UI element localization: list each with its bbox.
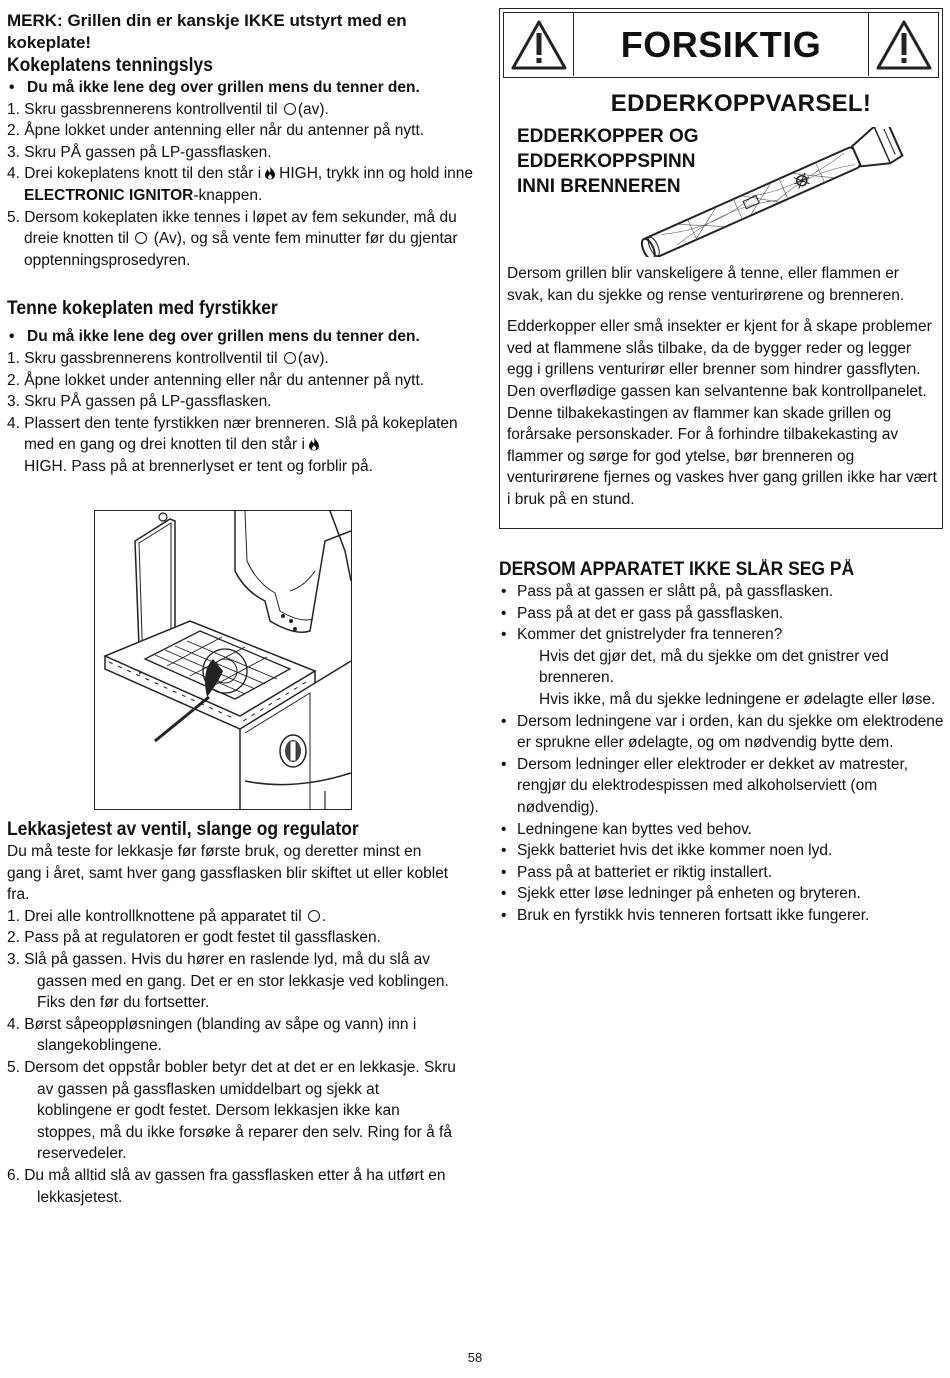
sub-item — [499, 646, 945, 689]
step-text: HIGH. Pass på at brennerlyset er tent og forblir på. — [24, 457, 373, 475]
troubleshooting-section — [499, 558, 945, 927]
caution-title: FORSIKTIG — [620, 23, 822, 65]
warning-triangle-icon — [868, 13, 938, 76]
grill-side-burner-illustration — [94, 510, 352, 810]
list-item: • Kommer det gnistrelyder fra tenneren? — [499, 624, 945, 646]
spacer — [7, 271, 477, 297]
list-item: • Sjekk batteriet hvis det ikke kommer noen lyd. — [499, 840, 945, 862]
step: 2. Åpne lokket under antenning eller når du antenner på nytt. — [7, 122, 425, 140]
section-title-troubleshooting: DERSOM APPARATET IKKE SLÅR SEG PÅ — [499, 559, 855, 580]
leak-step: 5. Dersom det oppstår bobler betyr det at det er en lekkasje. Skru av gassen på gassflasken umiddelbart og sjekk at koblingene er godt festet. Dersom lekkasjen ikke kan stoppes, må du ikke forsøke å reparer den selv. Ring for å få reservedeler. — [7, 1058, 456, 1163]
note-heading: MERK: Grillen din er kanskje IKKE utstyrt med en kokeplate! — [7, 11, 407, 52]
step: 2. Åpne lokket under antenning eller når du antenner på nytt. — [7, 371, 425, 389]
warning-triangle-icon — [504, 13, 574, 76]
step — [7, 99, 477, 121]
step-text: 1. Skru gassbrennerens kontrollventil til — [7, 349, 278, 367]
step-text: 1. Skru gassbrennerens kontrollventil til — [7, 100, 278, 118]
circle-off-icon — [308, 910, 320, 922]
step-text: 1. Drei alle kontrollknottene på apparatet til — [7, 907, 302, 925]
list-item: • Pass på at det er gass på gassflasken. — [499, 603, 945, 625]
spider-line: EDDERKOPPER OG — [517, 126, 699, 147]
list-item: • Bruk en fyrstikk hvis tenneren fortsatt ikke fungerer. — [499, 905, 945, 927]
caution-paragraph: Dersom grillen blir vanskeligere å tenne, eller flammen er svak, kan du sjekke og rense venturirørene og brenneren. — [507, 265, 905, 304]
step-text: 4. Drei kokeplatens knott til den står i — [7, 165, 262, 183]
list-item: • Ledningene kan byttes ved behov. — [499, 819, 945, 841]
step — [7, 348, 477, 370]
list-item: • Pass på at gassen er slått på, på gassflasken. — [499, 581, 945, 603]
step — [7, 207, 477, 272]
step-text: 5. Dersom kokeplaten ikke tennes i løpet av fem sekunder, må du dreie knotten til — [7, 208, 457, 248]
circle-off-icon — [284, 352, 296, 364]
step — [7, 163, 477, 206]
step-text: HIGH, trykk inn og hold inne — [279, 165, 473, 183]
caution-box — [499, 8, 943, 529]
leak-step: 4. Børst såpeoppløsningen (blanding av såpe og vann) inn i slangekoblingene. — [7, 1015, 417, 1055]
leak-step: 2. Pass på at regulatoren er godt festet til gassflasken. — [7, 929, 381, 947]
leak-step: 1. Drei alle kontrollknottene på apparatet til . — [7, 907, 327, 925]
ignitor-label: ELECTRONIC IGNITOR — [24, 186, 194, 204]
leak-step: 3. Slå på gassen. Hvis du hører en raslende lyd, må du slå av gassen med en gang. Det er en stor lekkasje ved koblingen. Fiks den før du fortsetter. — [7, 950, 449, 1012]
caution-body — [507, 263, 939, 521]
section-title-leak-test: Lekkasjetest av ventil, slange og regulator — [7, 819, 359, 840]
left-column — [7, 10, 477, 478]
caution-header — [503, 12, 939, 78]
step-text: (av). — [297, 349, 329, 367]
leak-step: 6. Du må alltid slå av gassen fra gassflasken etter å ha utført en lekkasjetest. — [7, 1166, 446, 1206]
circle-off-icon — [284, 103, 296, 115]
subtitle-text: EDDERKOPPVARSEL! — [610, 90, 872, 117]
venturi-tube-illustration — [624, 127, 924, 257]
step-text: -knappen. — [193, 186, 263, 204]
list-item: • Pass på at batteriet er riktig installert. — [499, 862, 945, 884]
flame-high-icon — [308, 436, 320, 451]
list-item: • Dersom ledninger eller elektroder er dekket av matrester, rengjør du elektrodespissen med alkoholserviett (om nødvendig). — [499, 754, 945, 819]
spider-line: INNI BRENNEREN — [517, 176, 681, 197]
step: 3. Skru PÅ gassen på LP-gassflasken. — [7, 393, 272, 411]
leak-test-section — [7, 818, 457, 1208]
leak-intro: Du må teste for lekkasje før første bruk, og deretter minst en gang i året, samt hver gang gassflasken blir skiftet ut eller koblet fra. — [7, 843, 449, 904]
step: 3. Skru PÅ gassen på LP-gassflasken. — [7, 143, 272, 161]
step-text: (Av), og så vente fem minutter før du gjentar opptenningsprosedyren. — [24, 230, 458, 269]
step — [7, 413, 477, 478]
circle-off-icon — [135, 232, 147, 244]
sub-item-text: Hvis det gjør det, må du sjekke om det gnistrer ved brenneren. — [539, 647, 889, 687]
flame-high-icon — [264, 165, 276, 180]
caution-paragraph: Edderkopper eller små insekter er kjent for å skape problemer ved at flammene slås tilbake, da de bygger reder og legger egg i grillens venturirør eller brenner som hindrer gassflyten. Den overflødige gassen kan selvantenne bak kontrollpanelet. Denne tilbakekastingen av flammer kan skade grillen og forårsake personskader. For å forhindre tilbakekasting av flammer og sørge for god ytelse, bør brenneren og venturirørene fjernes og vaskes hver gang grillen ikke har vært i bruk på en stund. — [507, 318, 937, 508]
warning-bullet: • Du må ikke lene deg over grillen mens du tenner den. — [7, 326, 477, 348]
step-text: 4. Plassert den tente fyrstikken nær brenneren. Slå på kokeplaten med en gang og drei knotten til den står i — [7, 414, 458, 454]
warning-bullet: • Du må ikke lene deg over grillen mens du tenner den. — [7, 77, 477, 99]
page-number: 58 — [467, 1350, 483, 1365]
sub-item: Hvis ikke, må du sjekke ledningene er ødelagte eller løse. — [539, 690, 936, 708]
step-text: (av). — [297, 100, 329, 118]
spider-line: EDDERKOPPSPINN — [517, 151, 696, 172]
section-title-matches: Tenne kokeplaten med fyrstikker — [7, 298, 278, 320]
list-item: • Sjekk etter løse ledninger på enheten og bryteren. — [499, 883, 945, 905]
list-item: • Dersom ledningene var i orden, kan du sjekke om elektrodene er sprukne eller ødelagte, og om nødvendig bytte dem. — [499, 711, 945, 754]
section-title-ignition: Kokeplatens tenningslys — [7, 55, 213, 76]
spider-warning-subtitle — [500, 90, 942, 118]
